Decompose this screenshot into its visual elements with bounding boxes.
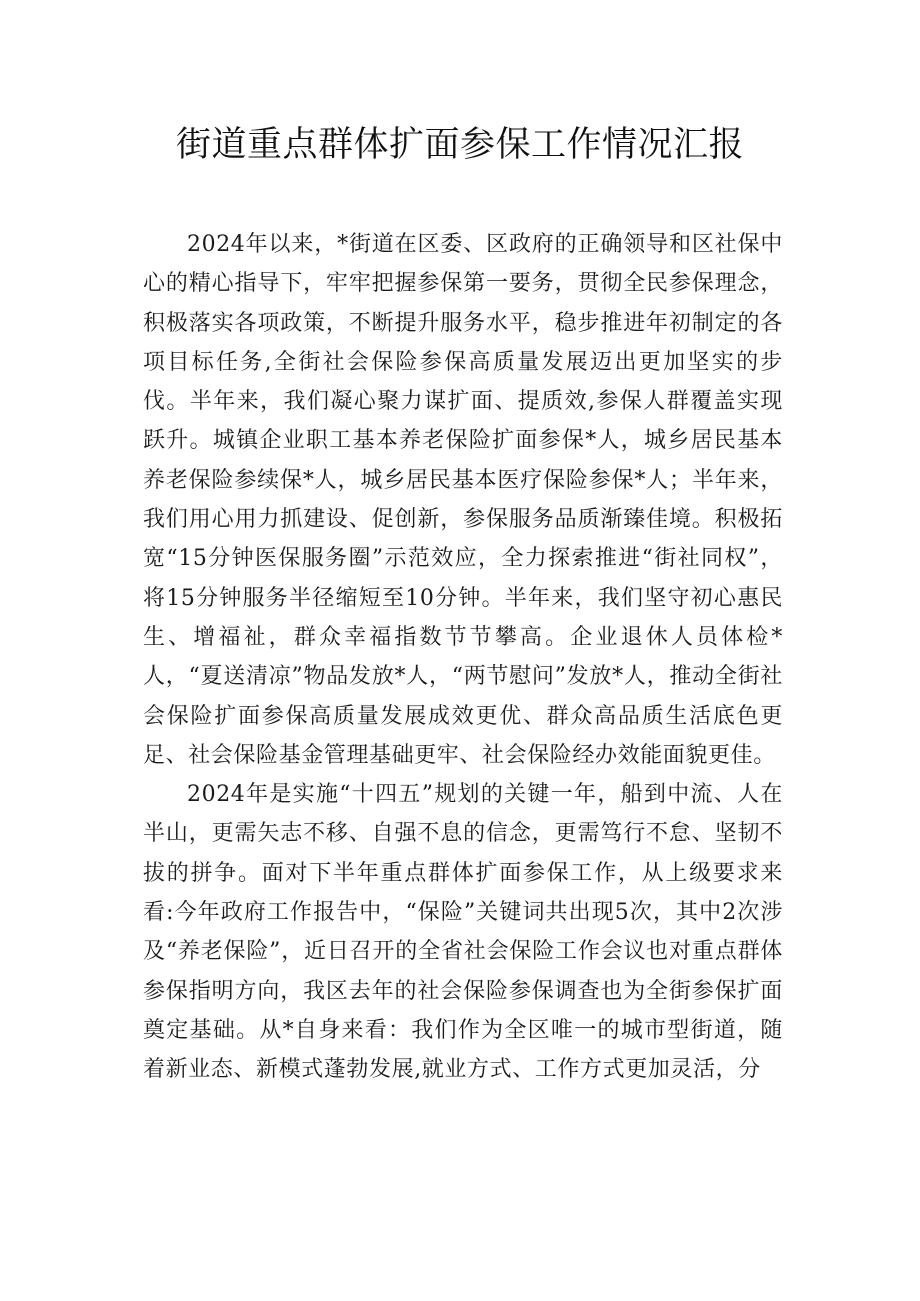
document-body [143, 225, 783, 1090]
paragraph-1: 2024年以来，*街道在区委、区政府的正确领导和区社保中心的精心指导下，牢牢把握参保第一要务，贯彻全民参保理念，积极落实各项政策，不断提升服务水平，稳步推进年初制定的各项目标任务,全街社会保险参保高质量发展迈出更加坚实的步伐。半年来，我们凝心聚力谋扩面、提质效,参保人群覆盖实现跃升。城镇企业职工基本养老保险扩面参保*人，城乡居民基本养老保险参续保*人，城乡居民基本医疗保险参保*人；半年来，我们用心用力抓建设、促创新，参保服务品质渐臻佳境。积极拓宽“15分钟医保服务圈”示范效应，全力探索推进“街社同权”，将15分钟服务半径缩短至10分钟。半年来，我们坚守初心惠民生、增福祉，群众幸福指数节节攀高。企业退休人员体检*人，“夏送清凉”物品发放*人，“两节慰问”发放*人，推动全街社会保险扩面参保高质量发展成效更优、群众高品质生活底色更足、社会保险基金管理基础更牢、社会保险经办效能面貌更佳。 [143, 232, 783, 768]
document-title: 街道重点群体扩面参保工作情况汇报 [175, 125, 744, 165]
paragraph-2: 2024年是实施“十四五”规划的关键一年，船到中流、人在半山，更需矢志不移、自强不息的信念，更需笃行不怠、坚韧不拔的拼争。面对下半年重点群体扩面参保工作，从上级要求来看:今年政府工作报告中，“保险”关键词共出现5次，其中2次涉及“养老保险”，近日召开的全省社会保险工作会议也对重点群体参保指明方向，我区去年的社会保险参保调查也为全街参保扩面奠定基础。从*自身来看：我们作为全区唯一的城市型街道，随着新业态、新模式蓬勃发展,就业方式、工作方式更加灵活，分 [143, 782, 783, 1083]
